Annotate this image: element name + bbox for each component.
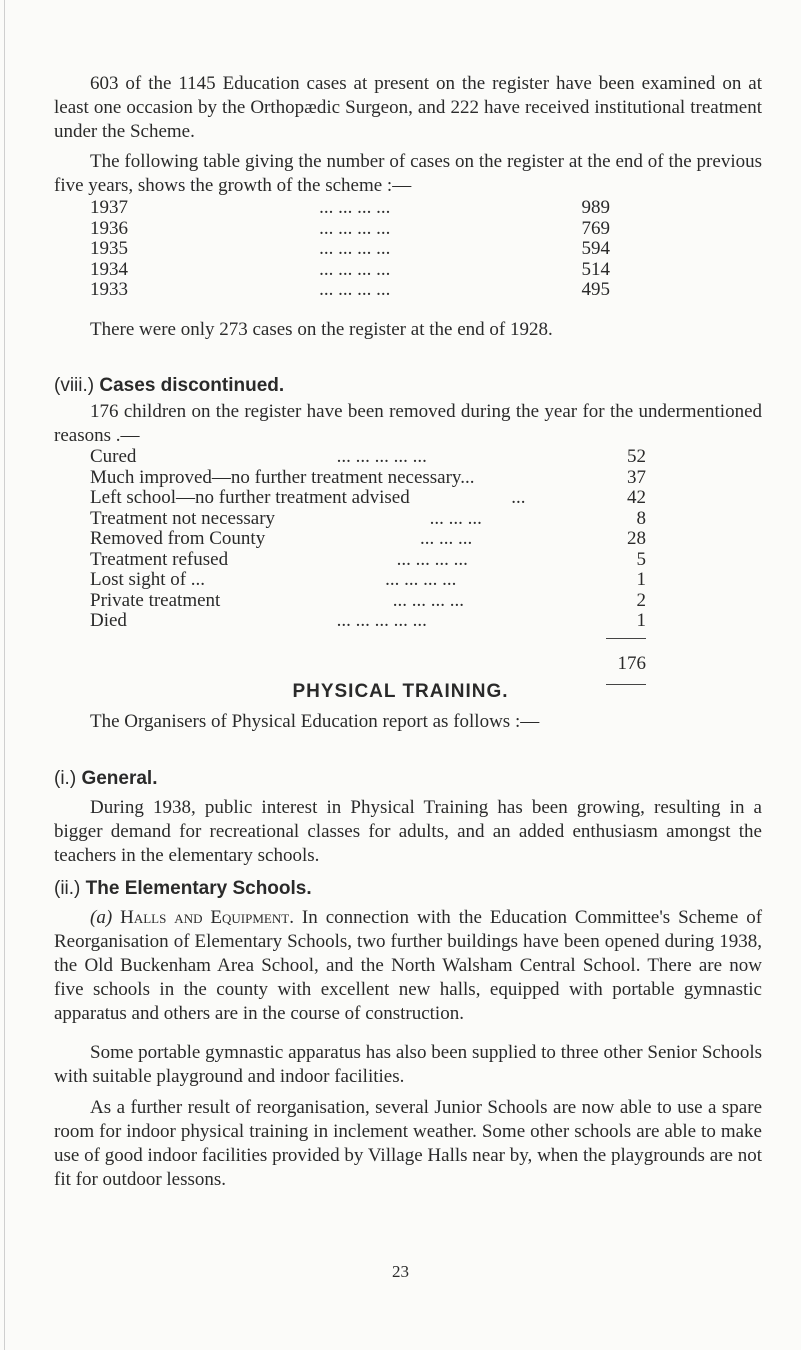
leader-dots: ... ... ... ...	[319, 197, 391, 218]
reason-label: Removed from County	[90, 528, 266, 549]
paragraph-halls-equipment	[54, 906, 762, 1026]
leader-dots: ... ... ... ... ...	[336, 446, 427, 467]
paragraph-general: During 1938, public interest in Physical Training has been growing, resulting in a bigger demand for recreational classes for adults, and an added enthusiasm amongst the teachers in the elementary schools.	[54, 797, 762, 866]
total-rule-top	[606, 638, 646, 639]
page-edge-line	[4, 0, 5, 1350]
subsection-title: Halls and Equipment.	[120, 907, 294, 928]
reasons-total: 176	[617, 653, 646, 674]
year-value: 594	[581, 238, 610, 259]
reasons-table	[90, 447, 646, 632]
year-label: 1935	[90, 238, 128, 259]
section-heading-elementary	[54, 877, 312, 901]
reason-label: Died	[90, 610, 127, 631]
table-row	[90, 550, 646, 571]
subsection-letter: (a)	[90, 907, 113, 928]
table-row	[90, 611, 646, 632]
paragraph-orthopaedic: 603 of the 1145 Education cases at present on the register have been examined on at least one occasion by the Orthopædic Surgeon, and 222 have received institutional treatment under the Scheme.	[54, 73, 762, 142]
table-row	[90, 219, 610, 240]
reason-value: 52	[627, 446, 646, 467]
paragraph-text: In connection with the Education Committee's Scheme of Reorganisation of Elementary Schools, two further buildings have been opened during 1938, the Old Buckenham Area School, and the North Walsham Central School. There are now five schools in the county with excellent new halls, equipped with portable gymnastic apparatus and others are in the course of construction.	[54, 907, 763, 1024]
paragraph-reorganisation: As a further result of reorganisation, several Junior Schools are now able to use a spare room for indoor physical training in inclement weather. Some other schools are able to make use of good indoor facilities provided by Village Halls near by, when the playgrounds are not fit for outdoor lessons.	[54, 1097, 762, 1190]
section-title: General.	[81, 768, 158, 789]
years-table	[90, 198, 610, 301]
table-row	[90, 529, 646, 550]
leader-dots: ... ... ... ...	[319, 238, 391, 259]
reason-label: Treatment refused	[90, 548, 229, 570]
paragraph-apparatus: Some portable gymnastic apparatus has also been supplied to three other Senior Schools with suitable playground and indoor facilities.	[54, 1042, 762, 1087]
year-label: 1934	[90, 258, 128, 280]
year-value: 769	[581, 217, 610, 239]
reason-value: 2	[636, 589, 646, 611]
section-number: (ii.)	[54, 878, 81, 899]
year-label: 1937	[90, 197, 128, 218]
table-row	[90, 260, 610, 281]
reason-value: 5	[636, 548, 646, 570]
reason-value: 8	[636, 507, 646, 529]
leader-dots: ... ... ... ...	[385, 569, 457, 590]
year-label: 1936	[90, 217, 128, 239]
table-row	[90, 198, 610, 219]
table-row	[90, 570, 646, 591]
year-label: 1933	[90, 279, 128, 300]
table-row	[90, 488, 646, 509]
table-row	[90, 509, 646, 530]
reason-value: 28	[627, 528, 646, 549]
leader-dots: ...	[511, 487, 526, 508]
leader-dots: ... ... ... ...	[396, 548, 468, 570]
page-number: 23	[392, 1262, 409, 1281]
table-row	[90, 447, 646, 468]
section-number: (viii.)	[54, 375, 95, 396]
reason-label: Left school—no further treatment advised	[90, 487, 410, 508]
year-value: 514	[581, 258, 610, 280]
section-heading-viii	[54, 374, 284, 398]
section-heading-physical-training: PHYSICAL TRAINING.	[292, 681, 509, 702]
reason-label: Much improved—no further treatment necessary...	[90, 466, 475, 488]
reason-label: Treatment not necessary	[90, 507, 276, 529]
section-title: Cases discontinued.	[99, 375, 285, 396]
leader-dots: ... ... ... ...	[319, 279, 391, 300]
reason-label: Private treatment	[90, 589, 221, 611]
section-number: (i.)	[54, 768, 77, 789]
leader-dots: ... ... ... ... ...	[336, 610, 427, 631]
year-value: 495	[581, 279, 610, 300]
table-row	[90, 468, 646, 489]
section-heading-general	[54, 767, 157, 791]
reason-value: 1	[636, 610, 646, 631]
reason-label: Cured	[90, 446, 137, 467]
leader-dots: ... ... ...	[419, 528, 473, 549]
table-row	[90, 280, 610, 301]
leader-dots: ... ... ... ...	[319, 258, 391, 280]
paragraph-1928: There were only 273 cases on the register at the end of 1928.	[90, 319, 553, 340]
paragraph-removed: 176 children on the register have been removed during the year for the undermentioned reasons .—	[54, 401, 762, 446]
reason-value: 1	[636, 569, 646, 590]
year-value: 989	[581, 197, 610, 218]
reason-label: Lost sight of ...	[90, 569, 206, 590]
paragraph-organisers: The Organisers of Physical Education report as follows :—	[90, 711, 540, 732]
leader-dots: ... ... ... ...	[319, 217, 391, 239]
table-row	[90, 239, 610, 260]
leader-dots	[474, 468, 627, 489]
reason-value: 37	[627, 466, 646, 488]
leader-dots: ... ... ...	[429, 507, 482, 529]
section-title: The Elementary Schools.	[85, 878, 312, 899]
leader-dots: ... ... ... ...	[392, 589, 465, 611]
paragraph-growth-intro: The following table giving the number of cases on the register at the end of the previous five years, shows the growth of the scheme :—	[54, 151, 762, 196]
table-row	[90, 591, 646, 612]
reason-value: 42	[627, 487, 646, 508]
